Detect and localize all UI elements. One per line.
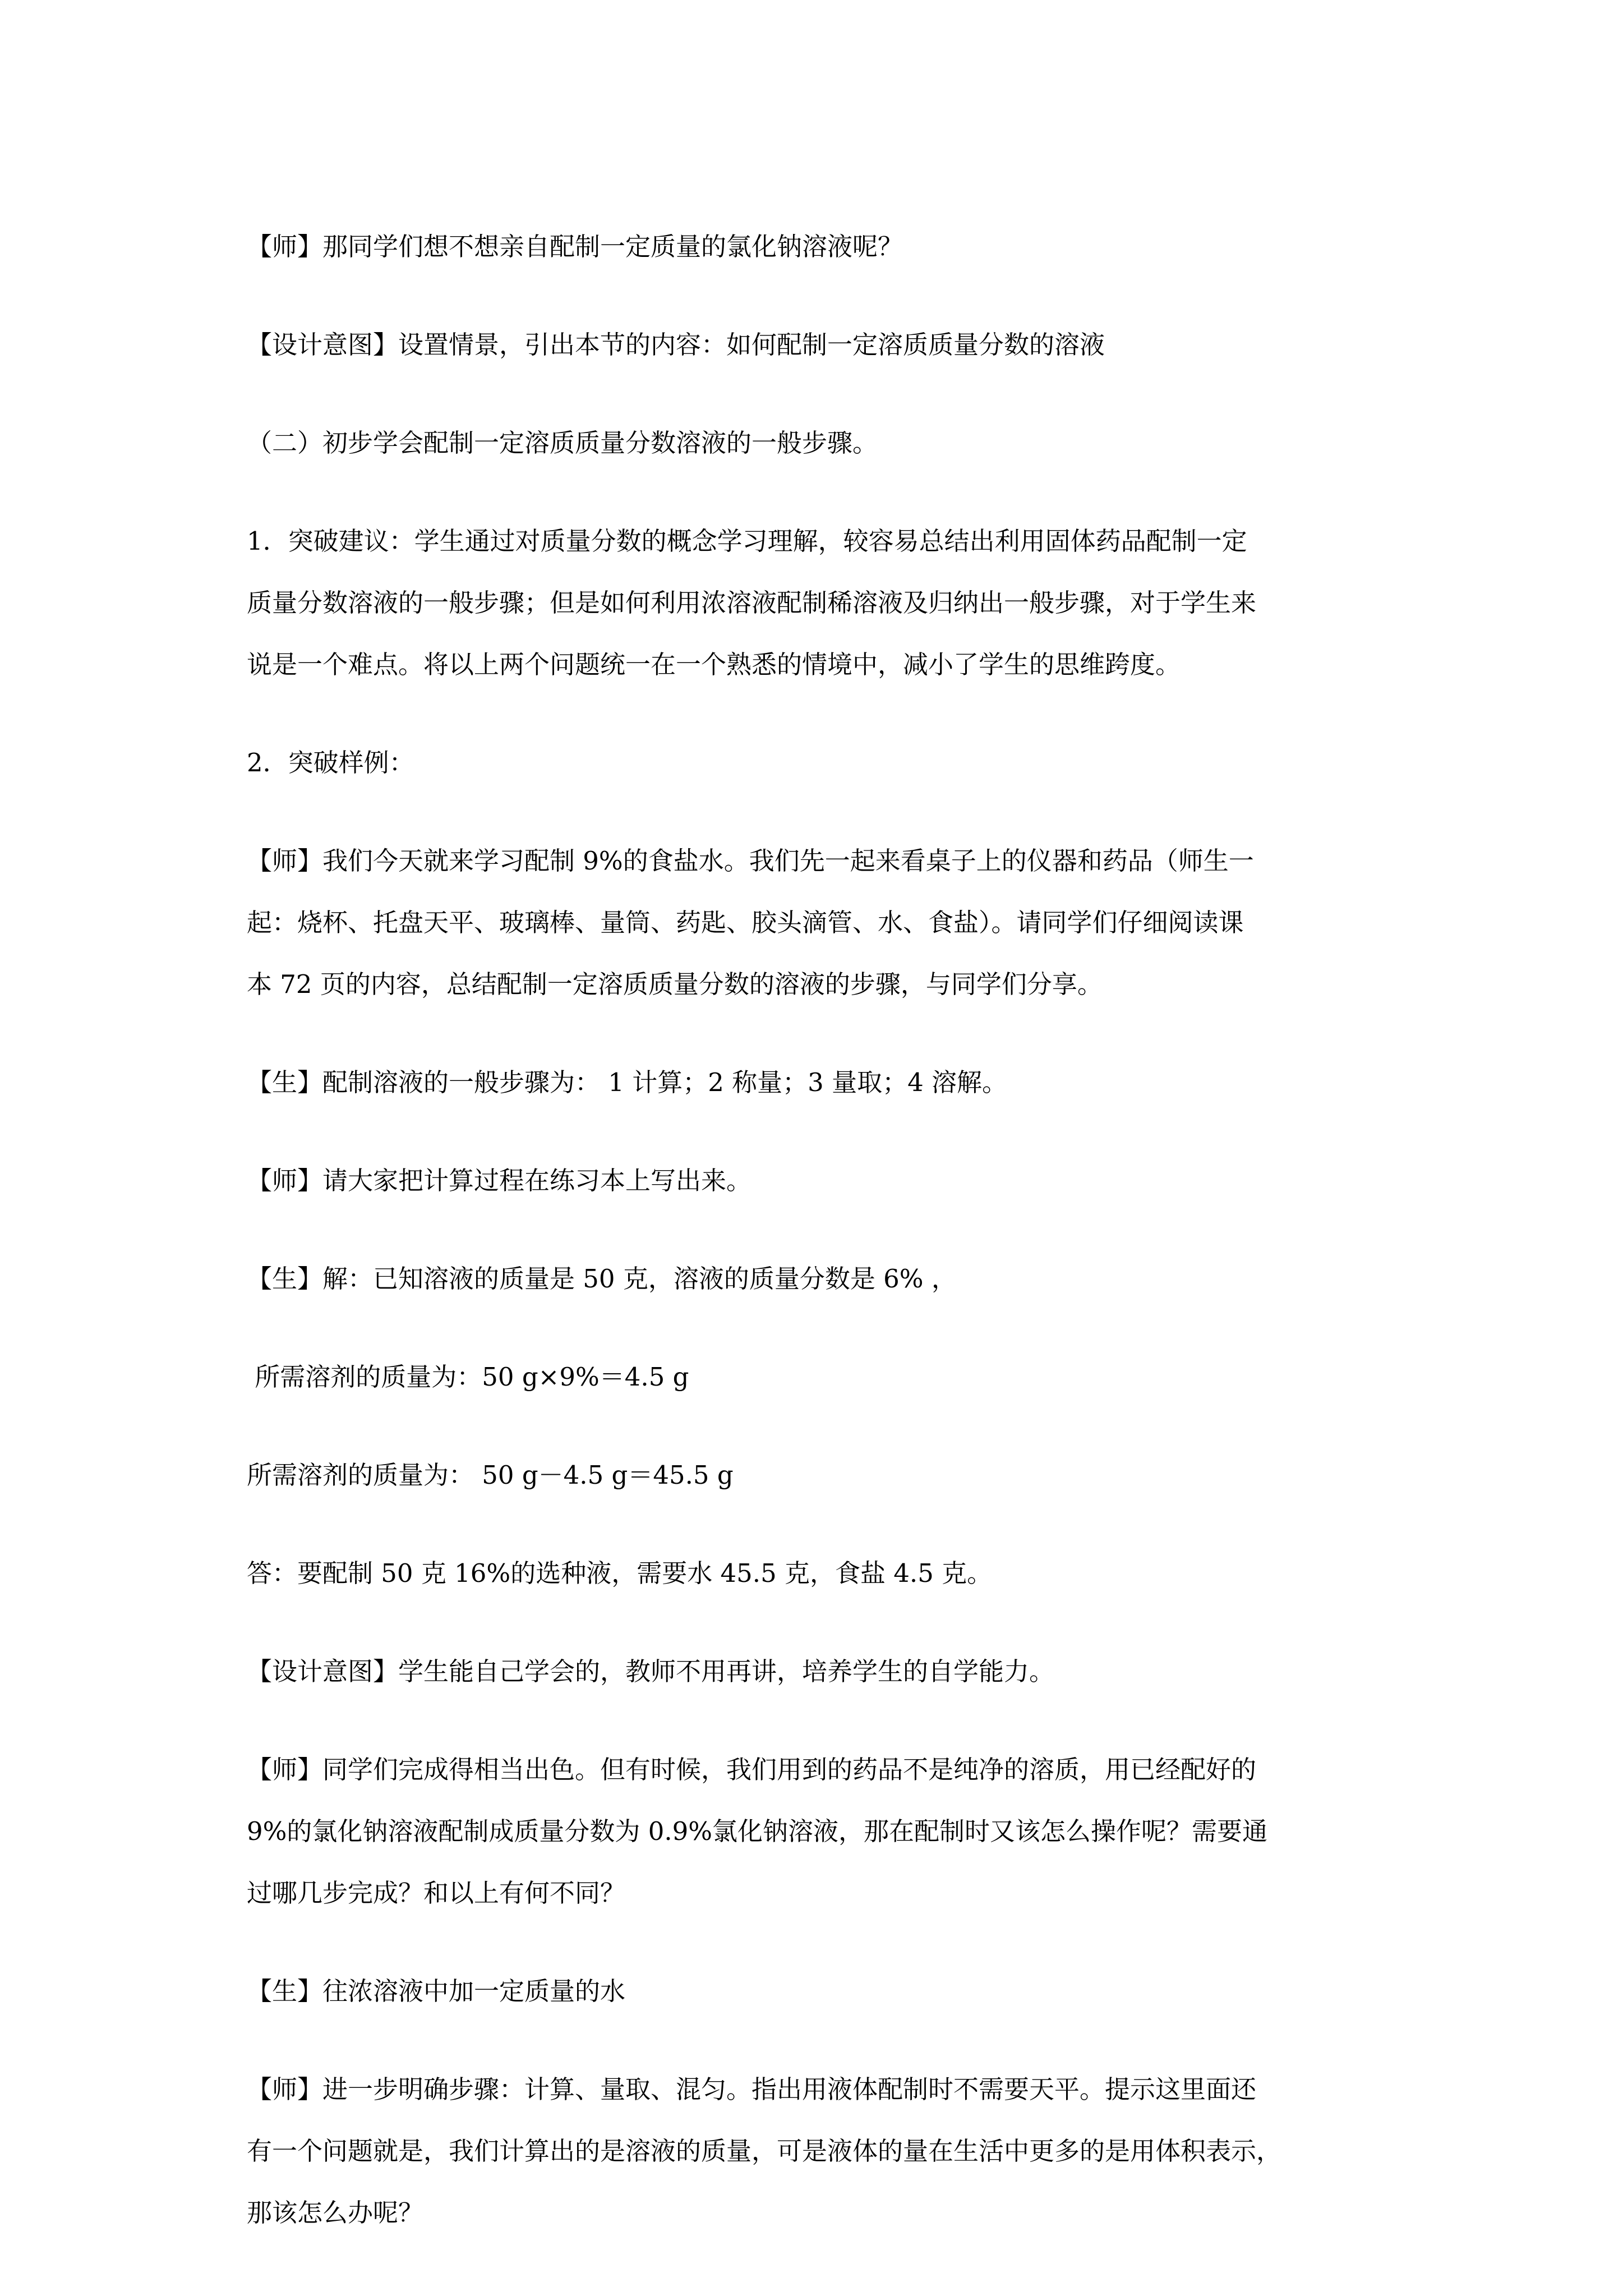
- paragraph-teacher-intro: 【师】我们今天就来学习配制 9%的食盐水。我们先一起来看桌子上的仪器和药品（师生一 起：烧杯、托盘天平、玻璃棒、量筒、药匙、胶头滴管、水、食盐）。请同学们仔细阅读课 本 72 页的内容，总结配制一定溶质质量分数的溶液的步骤，与同学们分享。: [247, 846, 1254, 999]
- paragraph-student-solution: 【生】解：已知溶液的质量是 50 克，溶液的质量分数是 6% ，: [247, 1264, 957, 1294]
- paragraph-breakthrough-example: 2．突破样例：: [247, 748, 414, 777]
- paragraph-teacher-steps: 【师】进一步明确步骤：计算、量取、混匀。指出用液体配制时不需要天平。提示这里面还 有一个问题就是，我们计算出的是溶液的质量，可是液体的量在生活中更多的是用体积表示， 那该怎么办呢？: [247, 2074, 1282, 2228]
- paragraph-teacher-dilution: 【师】同学们完成得相当出色。但有时候，我们用到的药品不是纯净的溶质，用已经配好的 9%的氯化钠溶液配制成质量分数为 0.9%氯化钠溶液，那在配制时又该怎么操作呢？需要通 过哪几步完成？和以上有何不同？: [247, 1755, 1268, 1908]
- paragraph-teacher-question: 【师】那同学们想不想亲自配制一定质量的氯化钠溶液呢？: [247, 232, 903, 261]
- paragraph-breakthrough-suggestion: 1．突破建议：学生通过对质量分数的概念学习理解，较容易总结出利用固体药品配制一定 质量分数溶液的一般步骤；但是如何利用浓溶液配制稀溶液及归纳出一般步骤，对于学生来 说是一个难点。将以上两个问题统一在一个熟悉的情境中，减小了学生的思维跨度。: [247, 526, 1257, 679]
- paragraph-student-add-water: 【生】往浓溶液中加一定质量的水: [247, 1976, 626, 2006]
- paragraph-student-steps: 【生】配制溶液的一般步骤为： 1 计算；2 称量；3 量取；4 溶解。: [247, 1068, 1008, 1097]
- paragraph-design-intent-2: 【设计意图】学生能自己学会的，教师不用再讲，培养学生的自学能力。: [247, 1657, 1055, 1686]
- section-heading-2: （二）初步学会配制一定溶质质量分数溶液的一般步骤。: [247, 428, 878, 458]
- paragraph-calc-solvent: 所需溶剂的质量为： 50 g－4.5 g＝45.5 g: [247, 1460, 734, 1490]
- paragraph-teacher-calc: 【师】请大家把计算过程在练习本上写出来。: [247, 1166, 752, 1195]
- paragraph-answer: 答：要配制 50 克 16%的选种液，需要水 45.5 克，食盐 4.5 克。: [247, 1558, 993, 1588]
- paragraph-design-intent-1: 【设计意图】设置情景，引出本节的内容：如何配制一定溶质质量分数的溶液: [247, 330, 1105, 360]
- paragraph-calc-solute: 所需溶剂的质量为：50 g×9%＝4.5 g: [247, 1362, 689, 1392]
